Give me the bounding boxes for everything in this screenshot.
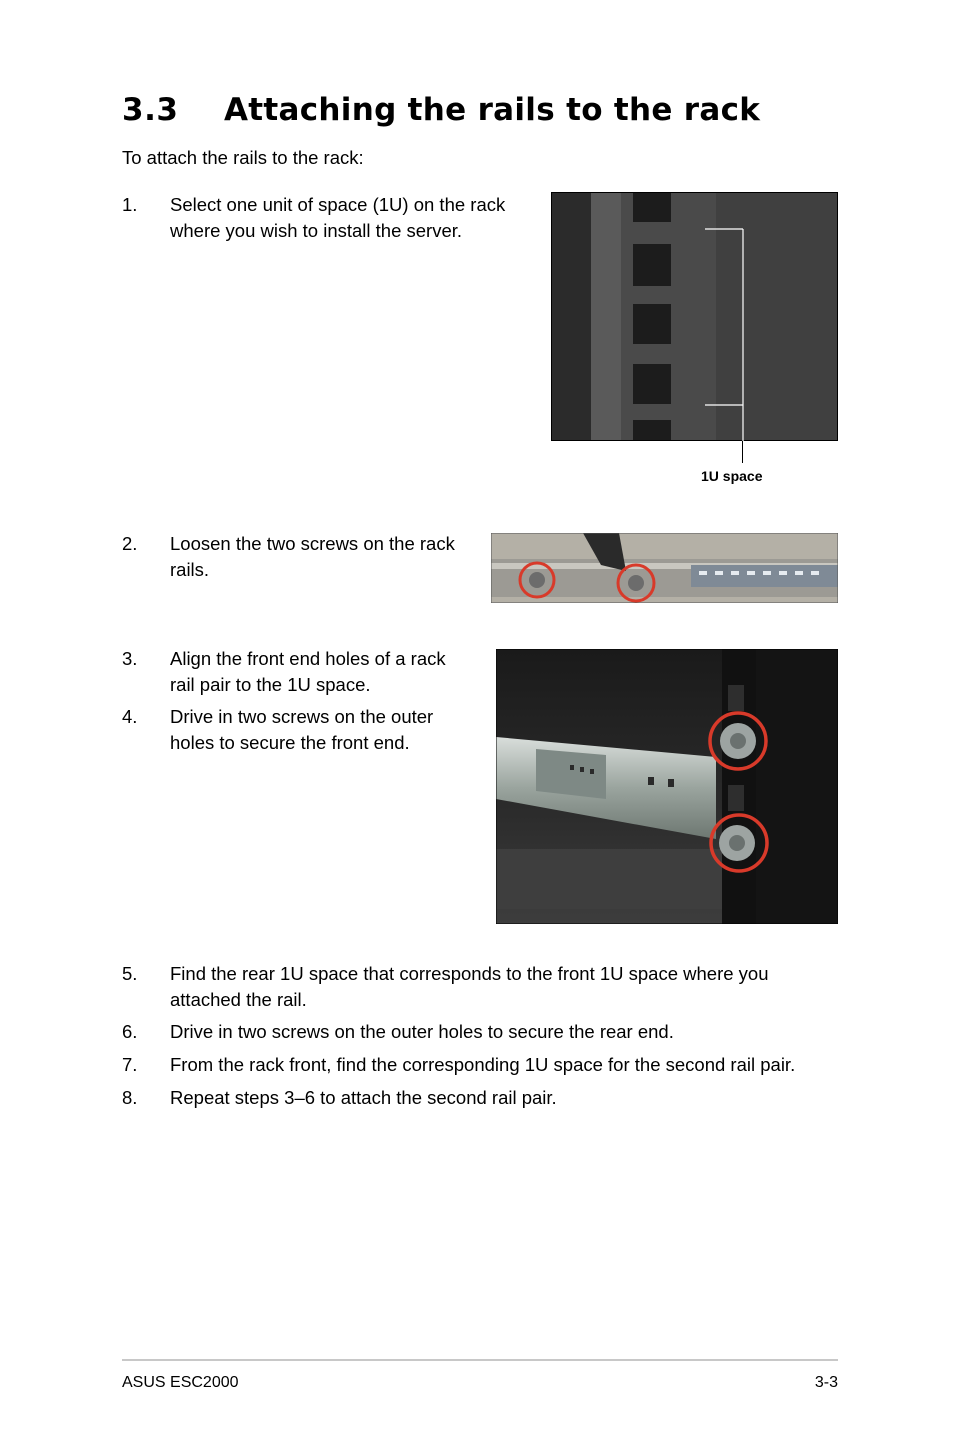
step-2-text: Loosen the two screws on the rack rails. [170,533,455,580]
callout-line [742,441,743,463]
rack-caption: 1U space [701,468,763,484]
step-8-number: 8. [122,1087,138,1108]
footer-page-number: 3-3 [814,1374,838,1391]
step-1-text: Select one unit of space (1U) on the rack where you wish to install the server. [170,194,506,241]
step-3-text: Align the front end holes of a rack rail pair to the 1U space. [170,648,446,695]
step-5-text: Find the rear 1U space that corresponds to the front 1U space where you attached the rail. [170,963,769,1010]
footer-rule [122,1359,838,1361]
step-7-text: From the rack front, find the corresponding 1U space for the second rail pair. [170,1054,796,1075]
footer-product: ASUS ESC2000 [122,1374,239,1391]
step-2-number: 2. [122,533,138,554]
rack-1u-photo [551,192,838,441]
step-1-number: 1. [122,194,138,215]
rail-screws-photo [491,533,838,603]
step-4-text: Drive in two screws on the outer holes to secure the front end. [170,706,434,753]
step-3-number: 3. [122,648,138,669]
section-title: Attaching the rails to the rack [224,92,761,128]
step-5-number: 5. [122,963,138,984]
step-6-number: 6. [122,1021,138,1042]
step-6-text: Drive in two screws on the outer holes to secure the rear end. [170,1021,674,1042]
section-number: 3.3 [122,92,179,128]
intro-text: To attach the rails to the rack: [122,147,364,168]
front-end-screws-photo [496,649,838,924]
step-4-number: 4. [122,706,138,727]
step-8-text: Repeat steps 3–6 to attach the second rail pair. [170,1087,557,1108]
step-7-number: 7. [122,1054,138,1075]
